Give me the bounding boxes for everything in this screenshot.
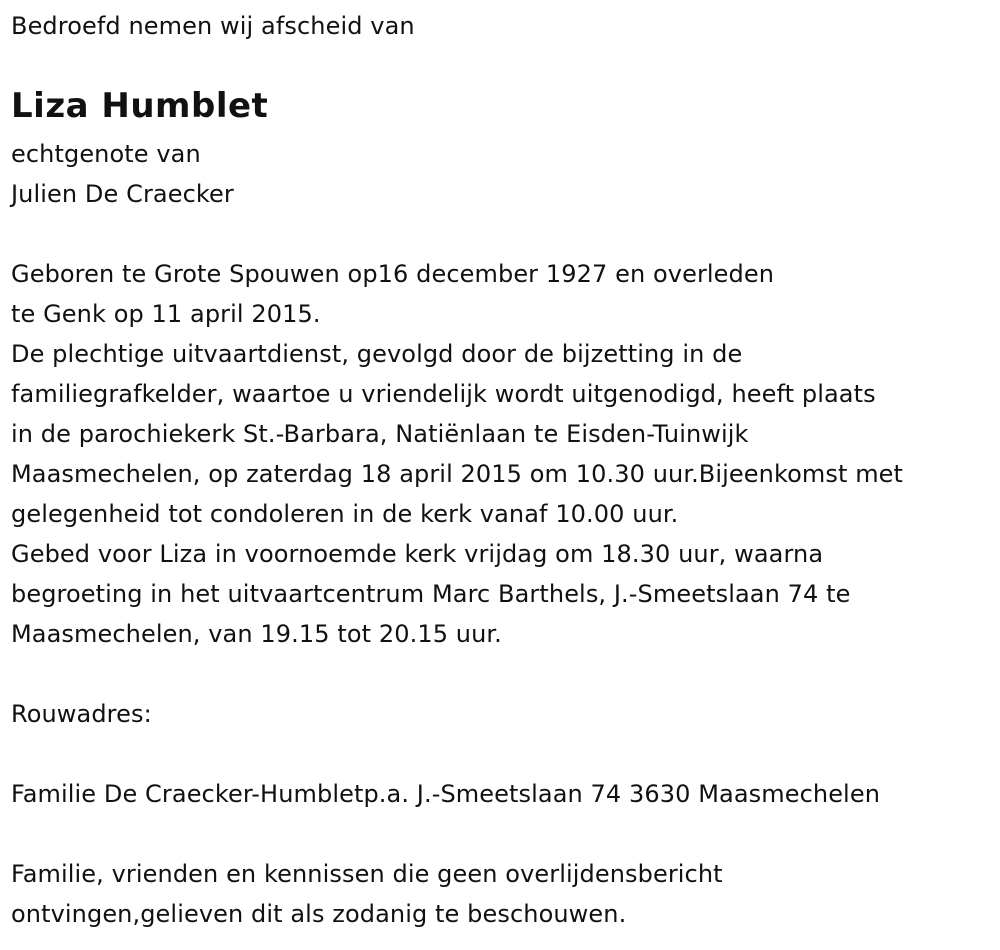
intro-text: Bedroefd nemen wij afscheid van [11,12,415,40]
closing-paragraph [11,854,903,934]
paragraph-line: Maasmechelen, van 19.15 tot 20.15 uur. [11,620,502,648]
paragraph-line: Maasmechelen, op zaterdag 18 april 2015 om 10.30 uur.Bijeenkomst met [11,460,904,488]
paragraph-line: Geboren te Grote Spouwen op16 december 1927 en overleden [11,260,775,288]
mourning-address: Familie De Craecker-Humbletp.a. J.-Smeetslaan 74 3630 Maasmechelen [11,780,881,808]
paragraph-line: Gebed voor Liza in voornoemde kerk vrijdag om 18.30 uur, waarna [11,540,824,568]
paragraph-line: De plechtige uitvaartdienst, gevolgd door de bijzetting in de [11,340,743,368]
closing-line: Familie, vrienden en kennissen die geen overlijdensbericht [11,860,723,888]
spacer [11,734,903,774]
spacer [11,814,903,854]
paragraph-line: gelegenheid tot condoleren in de kerk vanaf 10.00 uur. [11,500,679,528]
spouse-name: Julien De Craecker [11,180,234,208]
paragraph-line: in de parochiekerk St.-Barbara, Natiënlaan te Eisden-Tuinwijk [11,420,749,448]
spacer [11,654,903,694]
details-paragraph [11,254,903,654]
deceased-name: Liza Humblet [11,86,269,126]
paragraph-line: te Genk op 11 april 2015. [11,300,321,328]
relation-block [11,134,234,214]
address-label: Rouwadres: [11,700,152,728]
paragraph-line: begroeting in het uitvaartcentrum Marc Barthels, J.-Smeetslaan 74 te [11,580,851,608]
closing-line: ontvingen,gelieven dit als zodanig te beschouwen. [11,900,627,928]
notice-body [11,254,903,934]
relation-line: echtgenote van [11,140,201,168]
paragraph-line: familiegrafkelder, waartoe u vriendelijk wordt uitgenodigd, heeft plaats [11,380,876,408]
